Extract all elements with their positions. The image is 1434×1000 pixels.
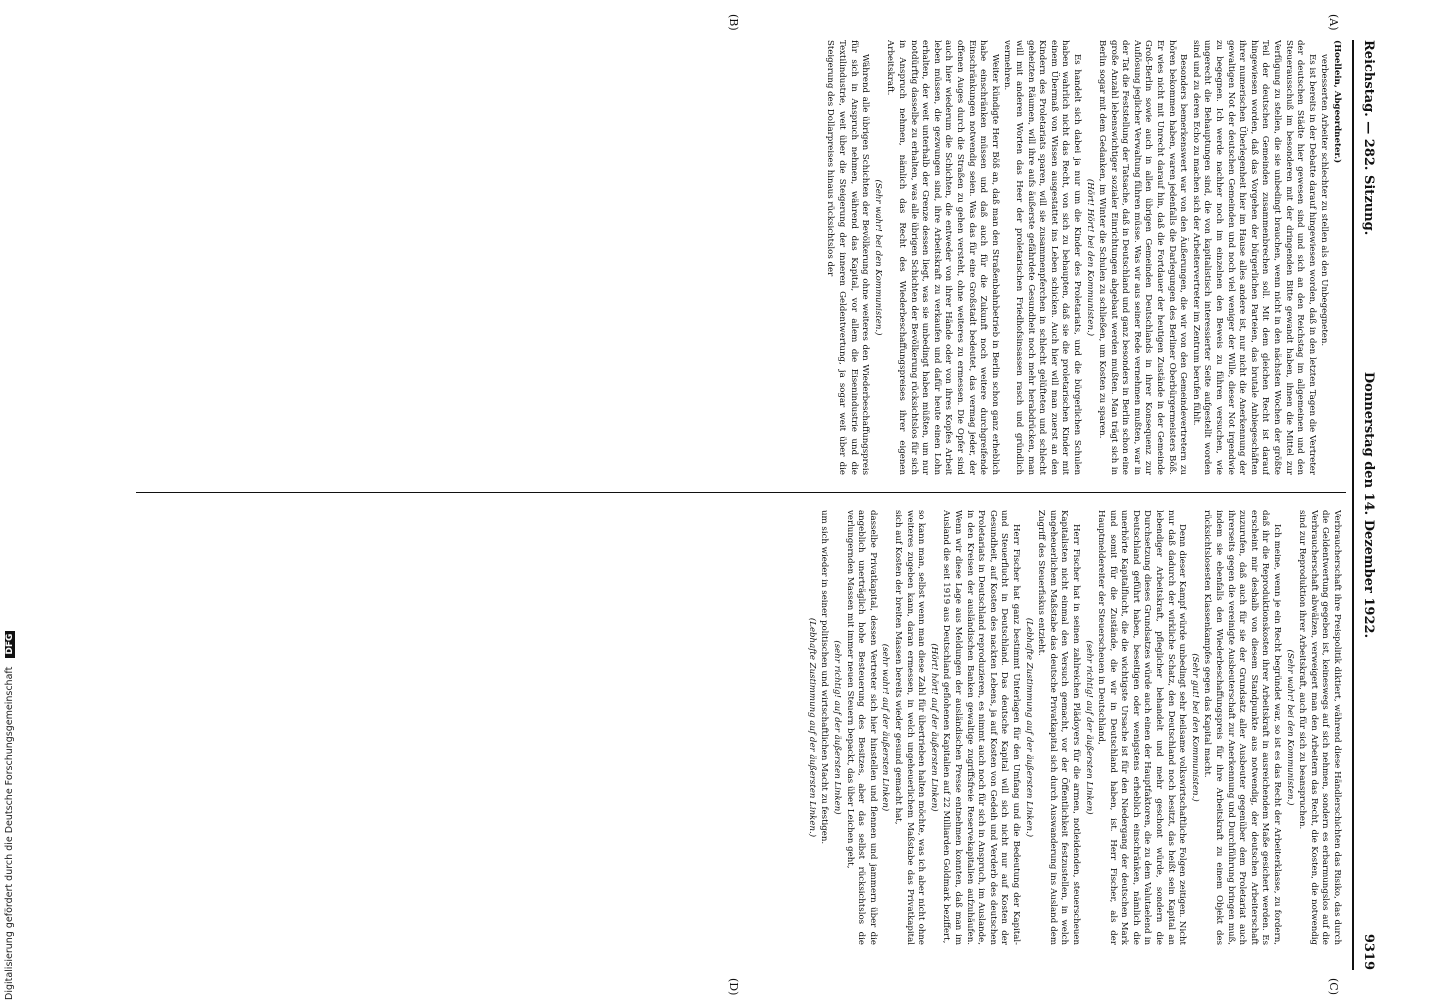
paragraph: Herr Fischer hat in seinen zahlreichen Plädoyers für die armen, notleidenden, steuerscheuen Kapitalisten nicht einmal den Versuch gemacht, vor der Öffentlichkeit festzustellen, in welch ungeheuerlichem Maßstabe das deutsche Privatkapital sich durch Auswanderung ins Ausland dem Zugriff des Steuerfiskus entzieht.: [1036, 510, 1081, 945]
paragraph: Ich meine, wenn je ein Recht begründet war, so ist es das Recht der Arbeiterklasse, zu fordern, daß ihr die Reproduktionskosten ihrer Arbeitskraft in ausreichendem Maße gesichert werden. Es erscheint mir deshalb von diesem Standpunkte aus notwendig, der deutschen Arbeiterschaft zuzurufen, daß auch für sie der Grundsatz aller Ausbeuter gegenüber dem Proletariat auch ihrerseits gegen die vereinigte Ausbeuterschaft zur Anerkennung und Durchführung bringen muß, indem sie ebenfalls den Wiederbeschaffungspreis für ihre Arbeitskraft zu einem Objekt des rücksichtslosesten Klassenkampfes gegen das Kapital macht.: [1202, 510, 1283, 945]
paragraph: Herr Fischer hat ganz bestimmt Unterlagen für den Umfang und die Bedeutung der Kapital- und Steuerflucht in Deutschland. Das deutsche Kapital will sich nicht nur auf Kosten der Gesundheit, auf Kosten des nackten Lebens, ja auf Kosten von Gedeih und Verderb des deutschen Proletariats in Deutschland reproduzieren, es nimmt auch noch für sich in Anspruch, im Auslande, in den Kreisen der ausländischen Banken gewaltige zugriffsfreie Reservekapitalien aufzuhäufen. Wenn wir diese Lage aus Meldungen der ausländischen Presse entnehmen konnten, daß man im Ausland die seit 1919 aus Deutschland geflohenen Kapitalien auf 22 Milliarden Goldmark beziffert,: [941, 510, 1021, 945]
paragraph: Denn dieser Kampf würde unbedingt sehr heilsame volkswirtschaftliche Folgen zeitigen. Nicht nur daß dadurch der wirkliche Schatz, den Deutschland noch besitzt, das heißt sein Kapital an lebendiger Arbeitskraft, pfleglicher behandelt und mehr geschont würde, sondern die Durchsetzung dieses Grundsatzes würde auch einen der Hauptfaktoren, die zu dem Valutaelend in Deutschland geführt haben, beseitigen oder wenigstens erheblich einschränken, nämlich die unerhörte Kapitalflucht, die die wichtigste Ursache ist für den Niedergang der deutschen Mark und somit für die Zustände, die wir in Deutschland haben, ist. Herr Fischer, als der Hauptmeldereiter der Steuerscheuen in Deutschland,: [1096, 510, 1188, 945]
paragraph: dasselbe Privatkapital, dessen Vertreter sich hier hinstellen und flennen und jammern über die angeblich unerträglich hohe Besteuerung des Besitzes, aber das selbst rücksichtslos die verlungernden Massen mit immer neuen Steuern bepackt, das über Leichen geht,: [844, 510, 878, 945]
paragraph: um sich wieder in seiner politischen und wirtschaftlichen Macht zu festigen.: [819, 510, 830, 845]
reaction: (sehr richtig! auf der äußersten Linken): [832, 640, 843, 815]
reaction: (Lebhafte Zustimmung auf der äußersten Linken.): [1023, 617, 1034, 838]
header-session: Reichstag. — 282. Sitzung.: [1361, 40, 1376, 236]
left-column: [142, 40, 1342, 475]
reaction: (sehr richtig! auf der äußersten Linken): [1083, 640, 1094, 815]
header-date: Donnerstag den 14. Dezember 1922.: [1361, 371, 1376, 639]
paragraph: Es handelt sich dabei ja nur um die Kinder des Proletariats, und die bürgerlichen Schulen haben wahrlich nicht das Recht, von sich zu behaupten, daß sie die proletarischen Kinder mit einem Übermaß von Wissen ausgestattet ins Leben schicken. Auch hier will man zuerst an den Kindern des Proletariats sparen, will sie zusammenpferchen in schlecht gelüfteten und schlecht geheizten Räumen, will ihre aufs äußerste gefährdete Gesundheit noch mehr herabdrücken, man will mit anderen Worten das Heer der proletarischen Friedhofsinsassen rasch und gründlich vermehren.: [1002, 40, 1082, 475]
reaction: (Sehr wahr! bei den Kommunisten.): [1284, 649, 1295, 806]
paragraph: so kann man, selbst wenn man diese Zahl für übertrieben halten möchte, was ich aber nicht ohne weiteres zugeben kann, daran ermessen, in welch ungeheuerlichem Maßstabe das Privatkapital sich auf Kosten der breiten Massen bereits wieder gesund gemacht hat,: [893, 510, 927, 945]
paragraph: verbesserten Arbeiter schlechter zu stellen als den Unbegegneten.: [1319, 54, 1330, 347]
digitization-footer: [4, 0, 18, 1000]
dfg-logo: DFG: [5, 631, 15, 658]
margin-mark-b: (B): [727, 14, 740, 31]
paragraph: Weiter kündigte Herr Böß an, daß man den Straßenbahnbetrieb in Berlin schon ganz erheblich habe einschränken müssen und daß auch für die Zukunft noch weitere durchgreifende Einschränkungen notwendig seien. Was das für eine Großstadt bedeutet, das vermag jeder, der offenen Auges durch die Straßen zu gehen versteht, ohne weiteres zu ermessen. Die Opfer sind auch hier wiederum die Schichten, die entweder von ihrer Hände oder von ihres Kopfes Arbeit leben müssen, die gezwungen sind, ihre Arbeitskraft zu verkaufen und dafür heute einen Lohn erhalten, der weit unterhalb der Grenze dessen liegt, was sie unbedingt haben müßten, um nur notdürftig dasselbe zu erhalten, was alle übrigen Schichten der Bevölkerung rücksichtslos für sich in Anspruch nehmen, nämlich das Recht des Wiederbeschaffungspreises ihrer eigenen Arbeitskraft.: [885, 40, 1000, 475]
paragraph: Verbraucherschaft ihre Preispolitik diktiert, während diese Händlerschichten das Risiko, das durch die Geldentwertung gegeben ist, keineswegs auf sich nehmen, sondern es erbarmungslos auf die Verbraucherschaft abwälzen, verweigert man den Arbeitern das Recht, die Kosten, die notwendig sind zur Reproduktion ihrer Arbeitskraft, auch für sich zu beanspruchen.: [1297, 510, 1342, 945]
right-column: [142, 510, 1342, 945]
paragraph: Während alle übrigen Schichten der Bevölkerung ohne weiteres den Wiederbeschaffungspreis für sich in Anspruch nehmen, während das Kapital, vor allem die Eisenindustrie und die Textilindustrie, weit über die Steigerung der inneren Geldentwertung, ja sogar weit über die Steigerung des Dollarpreises hinaus rücksichtslos der: [825, 40, 871, 475]
column-divider: [136, 492, 1346, 493]
speaker-label: (Hoellein, Abgeordneter.): [1332, 40, 1342, 164]
margin-mark-d: (D): [727, 978, 740, 996]
footer-text: Digitalisierung gefördert durch die Deutsche Forschungsgemeinschaft: [4, 666, 15, 1000]
reaction: (Sehr gut! bei den Kommunisten.): [1189, 653, 1200, 802]
reaction: (Lebhafte Zustimmung auf der äußersten Linken.): [806, 617, 817, 838]
reaction: (Hört! hört! auf der äußersten Linken): [928, 643, 939, 812]
paragraph: Es ist bereits in der Debatte darauf hingewiesen worden, daß in den letzten Tagen die Vertreter der deutschen Städte hier gewesen sind und sich an den Reichstag im allgemeinen und den Steuerausschuß im besonderen mit der dringenden Bitte gewandt haben, ihnen die Mittel zur Verfügung zu stellen, die sie unbedingt brauchen, wenn nicht in den nächsten Wochen der größte Teil der deutschen Gemeinden zusammenbrechen soll. Mit dem gleichen Recht ist darauf hingewiesen worden, daß das Vorgehen der bürgerlichen Parteien, das brutale Anbiegeschäften ihrer numerischen Überlegenheit hier im Hause alles andere ist, nur nicht die Anerkennung der gewaltigen Not der deutschen Gemeinden und noch viel weniger der Wille, dieser Not irgendwie zu begegnen. Ich werde nachher noch im einzelnen den Beweis zu führen versuchen, wie ungerecht die Behauptungen sind, die von kapitalistisch interessierter Seite aufgestellt worden sind und zu deren Echo zu machen sich der Arbeitervertreter im Zentrum berufen fühlt.: [1190, 40, 1317, 475]
page-number: 9319: [1361, 933, 1376, 970]
page-header: [1352, 40, 1380, 970]
paragraph: Besonders bemerkenswert war von den Äußerungen, die wir von den Gemeindevertretern zu hören bekommen haben, waren jedenfalls die Darlegungen des Berliner Oberbürgermeisters Böß. Er wies nicht mit Unrecht darauf hin, daß die Fortdauer der heutigen Zustände in der Gemeinde Groß-Berlin sowie auch in allen übrigen Gemeinden Deutschlands in ihrer Konsequenz zur Auflösung jeglicher Verwaltung führen müsse. Was wir aus seiner Rede vernehmen mußten, war in der Tat die Feststellung der Tatsache, daß in Deutschland und ganz besonders in Berlin schon eine große Anzahl lebenswichtiger sozialer Einrichtungen abgebaut werden mußten. Man trägt sich in Berlin sogar mit dem Gedanken, im Winter die Schulen zu schließen, um Kosten zu sparen.: [1097, 40, 1189, 475]
reaction: (sehr wahr! auf der äußersten Linken): [880, 643, 891, 812]
reaction: (Hört! Hört! bei den Kommunisten.): [1084, 178, 1095, 337]
rotated-page-content: [80, 14, 1380, 996]
reaction: (Sehr wahr! bei den Kommunisten.): [872, 179, 883, 336]
margin-mark-a: (A): [1327, 14, 1340, 31]
margin-mark-c: (C): [1327, 978, 1340, 995]
